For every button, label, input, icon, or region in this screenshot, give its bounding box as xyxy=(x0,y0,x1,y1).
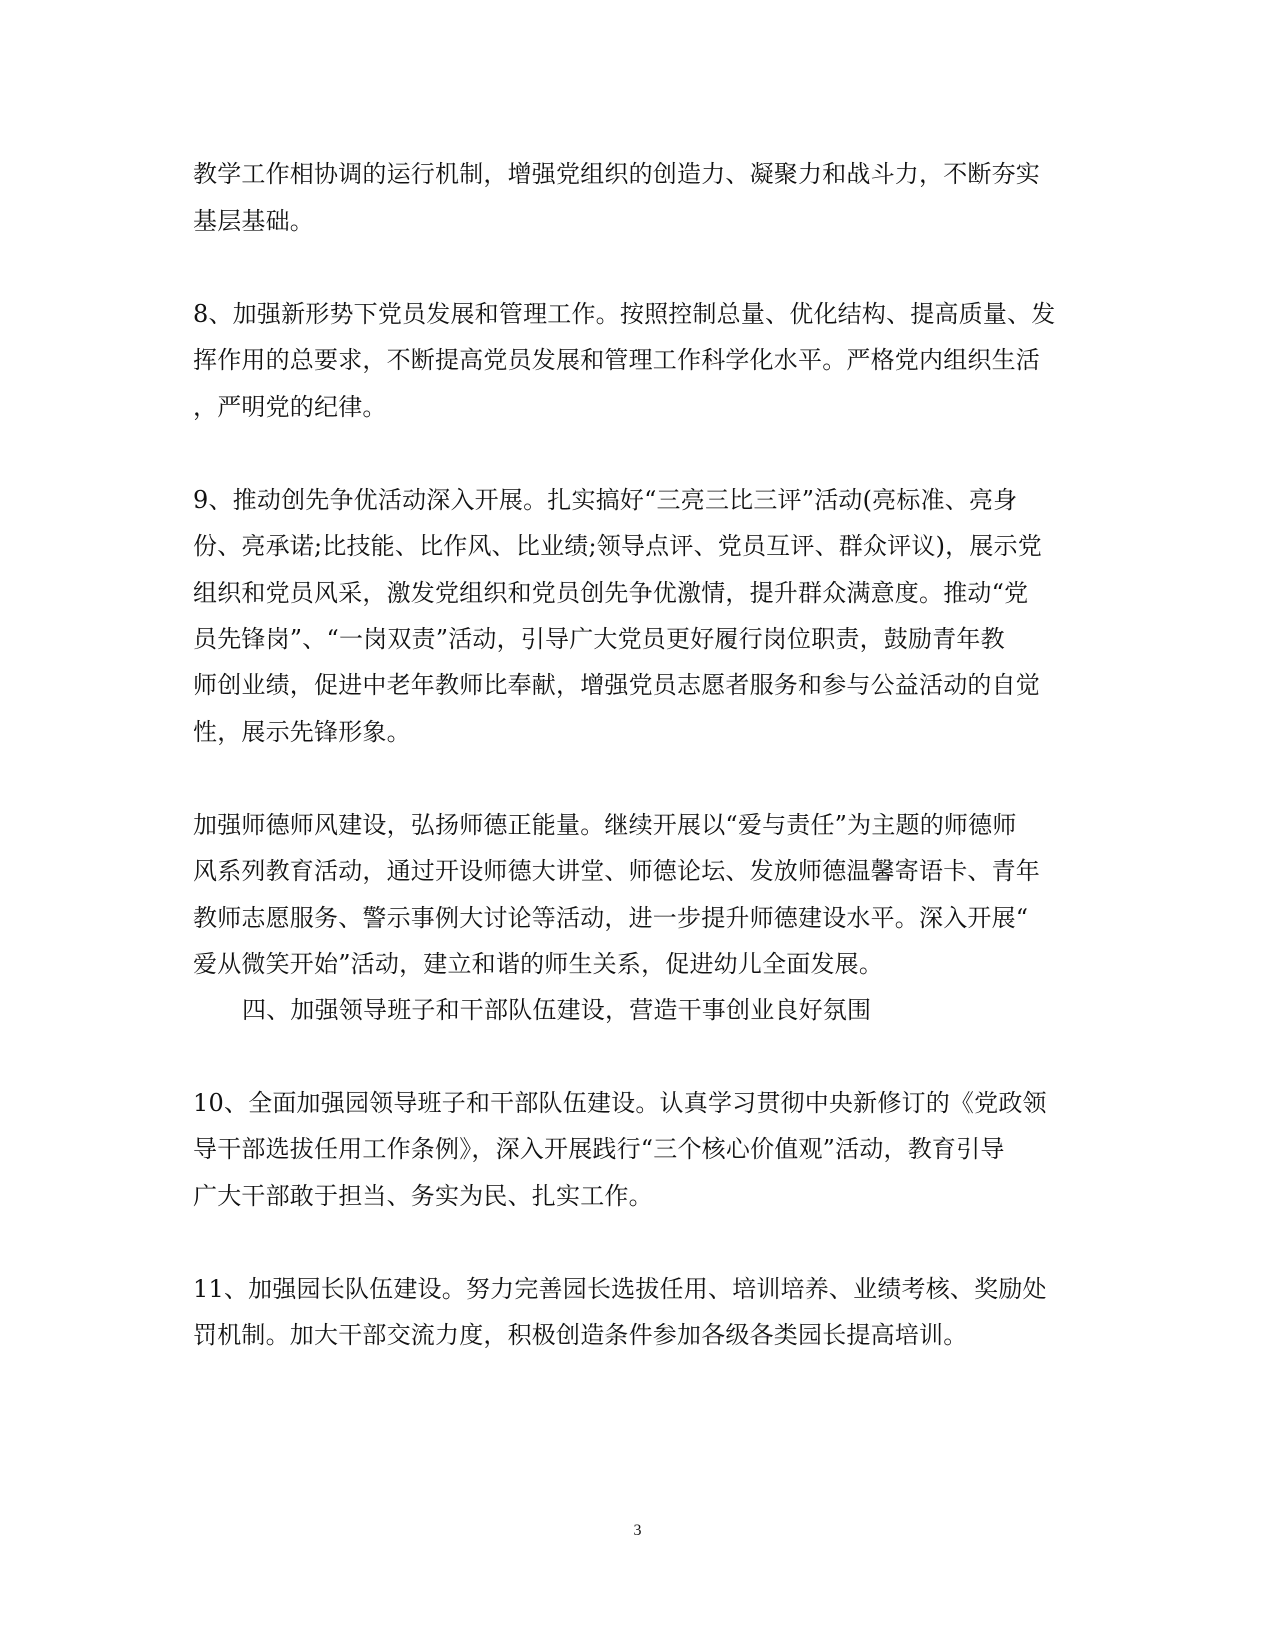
text-line: 组织和党员风采，激发党组织和党员创先争优激情，提升群众满意度。推动“党 xyxy=(193,579,1029,607)
text-line: 性，展示先锋形象。 xyxy=(193,718,411,746)
text-line: 挥作用的总要求，不断提高党员发展和管理工作科学化水平。严格党内组织生活 xyxy=(193,346,1040,374)
text-line: 份、亮承诺;比技能、比作风、比业绩;领导点评、党员互评、群众评议)，展示党 xyxy=(193,532,1042,560)
text-line: 教学工作相协调的运行机制，增强党组织的创造力、凝聚力和战斗力，不断夯实 xyxy=(193,160,1040,188)
text-line: ，严明党的纪律。 xyxy=(193,393,387,421)
text-line: 教师志愿服务、警示事例大讨论等活动，进一步提升师德建设水平。深入开展“ xyxy=(193,904,1029,932)
section-heading: 四、加强领导班子和干部队伍建设，营造干事创业良好氛围 xyxy=(242,996,872,1024)
text-line: 8、加强新形势下党员发展和管理工作。按照控制总量、优化结构、提高质量、发 xyxy=(193,300,1056,328)
page-number: 3 xyxy=(633,1522,642,1539)
text-line: 基层基础。 xyxy=(193,207,314,235)
text-line: 爱从微笑开始”活动，建立和谐的师生关系，促进幼儿全面发展。 xyxy=(193,950,884,978)
text-line: 加强师德师风建设，弘扬师德正能量。继续开展以“爱与责任”为主题的师德师 xyxy=(193,811,1017,839)
text-line: 风系列教育活动，通过开设师德大讲堂、师德论坛、发放师德温馨寄语卡、青年 xyxy=(193,857,1040,885)
text-line: 11、加强园长队伍建设。努力完善园长选拔任用、培训培养、业绩考核、奖励处 xyxy=(193,1275,1047,1303)
text-line: 广大干部敢于担当、务实为民、扎实工作。 xyxy=(193,1182,653,1210)
text-line: 9、推动创先争优活动深入开展。扎实搞好“三亮三比三评”活动(亮标准、亮身 xyxy=(193,486,1018,514)
text-line: 罚机制。加大干部交流力度，积极创造条件参加各级各类园长提高培训。 xyxy=(193,1321,968,1349)
text-line: 师创业绩，促进中老年教师比奉献，增强党员志愿者服务和参与公益活动的自觉 xyxy=(193,671,1040,699)
text-line: 10、全面加强园领导班子和干部队伍建设。认真学习贯彻中央新修订的《党政领 xyxy=(193,1089,1047,1117)
text-line: 员先锋岗”、“一岗双责”活动，引导广大党员更好履行岗位职责，鼓励青年教 xyxy=(193,625,1005,653)
text-line: 导干部选拔任用工作条例》，深入开展践行“三个核心价值观”活动，教育引导 xyxy=(193,1135,1005,1163)
